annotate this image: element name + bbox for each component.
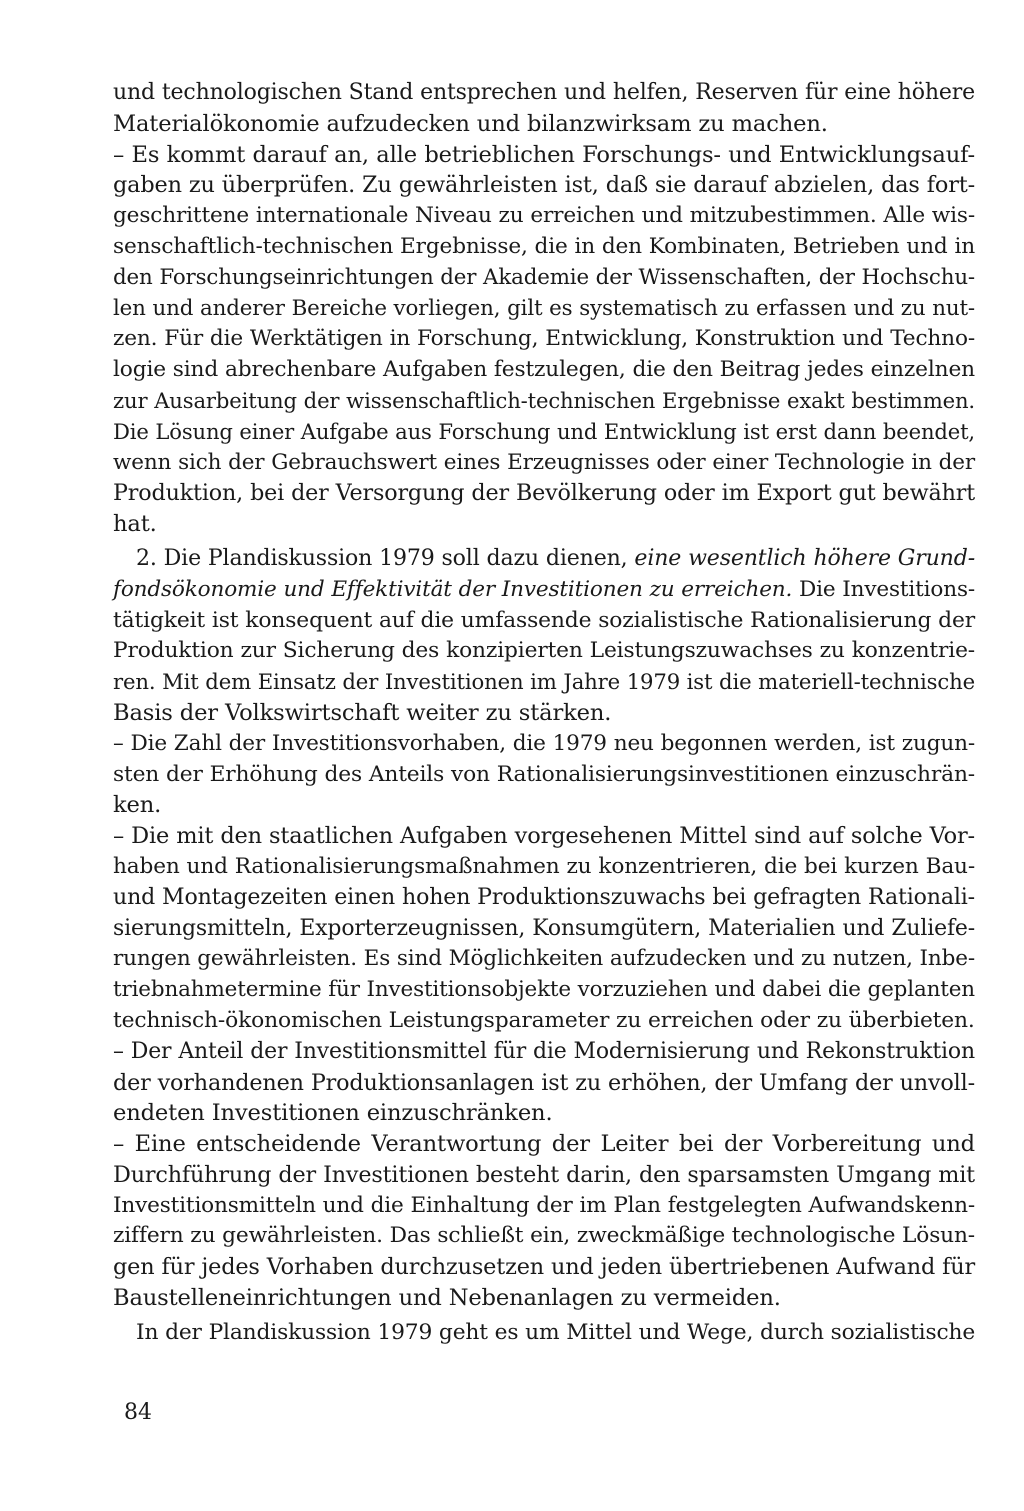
text-line: sten der Erhöhung des Anteils von Rationalisierungsinvestitionen einzuschrän- [113,761,975,787]
text-line: tätigkeit ist konsequent auf die umfassende sozialistische Rationalisierung der [113,607,975,633]
text-line: rungen gewährleisten. Es sind Möglichkeiten aufzudecken und zu nutzen, Inbe- [113,946,975,972]
text-line: 2. Die Plandiskussion 1979 soll dazu dienen, eine wesentlich höhere Grund- [136,545,975,571]
text-line: len und anderer Bereiche vorliegen, gilt es systematisch zu erfassen und zu nut- [113,295,975,321]
text-line: In der Plandiskussion 1979 geht es um Mittel und Wege, durch sozialistische [136,1319,976,1345]
text-line: der vorhandenen Produktionsanlagen ist zu erhöhen, der Umfang der unvoll- [113,1069,975,1096]
page-number: 84 [124,1400,152,1425]
text-line: fondsökonomie und Effektivität der Investitionen zu erreichen. Die Investitions- [113,576,975,602]
text-line: Baustelleneinrichtungen und Nebenanlagen zu vermeiden. [113,1285,781,1312]
text-line: senschaftlich-technischen Ergebnisse, die in den Kombinaten, Betrieben und in [113,233,975,259]
text-line: triebnahmetermine für Investitionsobjekte vorzuziehen und dabei die geplanten [113,977,975,1003]
body-text [113,78,975,1349]
text-line: zur Ausarbeitung der wissenschaftlich-technischen Ergebnisse exakt bestimmen. [113,387,975,413]
text-line: – Es kommt darauf an, alle betrieblichen Forschungs- und Entwicklungsauf- [113,141,975,168]
text-line: Durchführung der Investitionen besteht darin, den sparsamsten Umgang mit [113,1161,975,1188]
emphasis-text: eine wesentlich höhere Grund- [634,545,975,571]
text-line: zen. Für die Werktätigen in Forschung, Entwicklung, Konstruktion und Techno- [113,326,975,352]
text-line: sierungsmitteln, Exporterzeugnissen, Konsumgütern, Materialien und Zuliefe- [113,915,975,941]
text-line: den Forschungseinrichtungen der Akademie der Wissenschaften, der Hochschu- [113,264,975,290]
text-line: Die Lösung einer Aufgabe aus Forschung und Entwicklung ist erst dann beendet, [113,418,975,444]
emphasis-text: fondsökonomie und Effektivität der Investitionen zu erreichen. [113,576,793,602]
text-line: geschrittene internationale Niveau zu erreichen und mitzubestimmen. Alle wis- [113,203,975,229]
text-line: hat. [113,511,157,538]
text-line: und Montagezeiten einen hohen Produktionszuwachs bei gefragten Rationali- [113,884,975,910]
text-line: – Eine entscheidende Verantwortung der Leiter bei der Vorbereitung und [113,1131,975,1158]
text-line: gen für jedes Vorhaben durchzusetzen und jeden übertriebenen Aufwand für [113,1254,976,1281]
text-line: – Der Anteil der Investitionsmittel für die Modernisierung und Rekonstruktion [113,1038,975,1064]
text-line: haben und Rationalisierungsmaßnahmen zu konzentrieren, die bei kurzen Bau- [113,853,975,879]
text-line: wenn sich der Gebrauchswert eines Erzeugnisses oder einer Technologie in der [113,449,975,475]
text-line: – Die mit den staatlichen Aufgaben vorgesehenen Mittel sind auf solche Vor- [113,823,975,850]
text-line: ren. Mit dem Einsatz der Investitionen im Jahre 1979 ist die materiell-technische [113,669,975,695]
text-line: und technologischen Stand entsprechen und helfen, Reserven für eine höhere [113,80,975,105]
text-line: Materialökonomie aufzudecken und bilanzwirksam zu machen. [113,110,828,137]
text-line: endeten Investitionen einzuschränken. [113,1100,553,1127]
text-line: Produktion zur Sicherung des konzipierten Leistungszuwachses zu konzentrie- [113,638,975,664]
text-line: ken. [113,792,162,819]
text-line: logie sind abrechenbare Aufgaben festzulegen, die den Beitrag jedes einzelnen [113,357,975,383]
text-line: – Die Zahl der Investitionsvorhaben, die 1979 neu begonnen werden, ist zugun- [113,730,975,756]
text-line: technisch-ökonomischen Leistungsparameter zu erreichen oder zu überbieten. [113,1007,975,1033]
text-line: ziffern zu gewährleisten. Das schließt ein, zweckmäßige technologische Lösun- [113,1223,975,1249]
text-line: Basis der Volkswirtschaft weiter zu stärken. [113,699,612,726]
text-line: Produktion, bei der Versorgung der Bevölkerung oder im Export gut bewährt [113,480,975,507]
text-line: gaben zu überprüfen. Zu gewährleisten ist, daß sie darauf abzielen, das fort- [113,172,975,199]
text-line: Investitionsmitteln und die Einhaltung der im Plan festgelegten Aufwandskenn- [113,1192,975,1218]
